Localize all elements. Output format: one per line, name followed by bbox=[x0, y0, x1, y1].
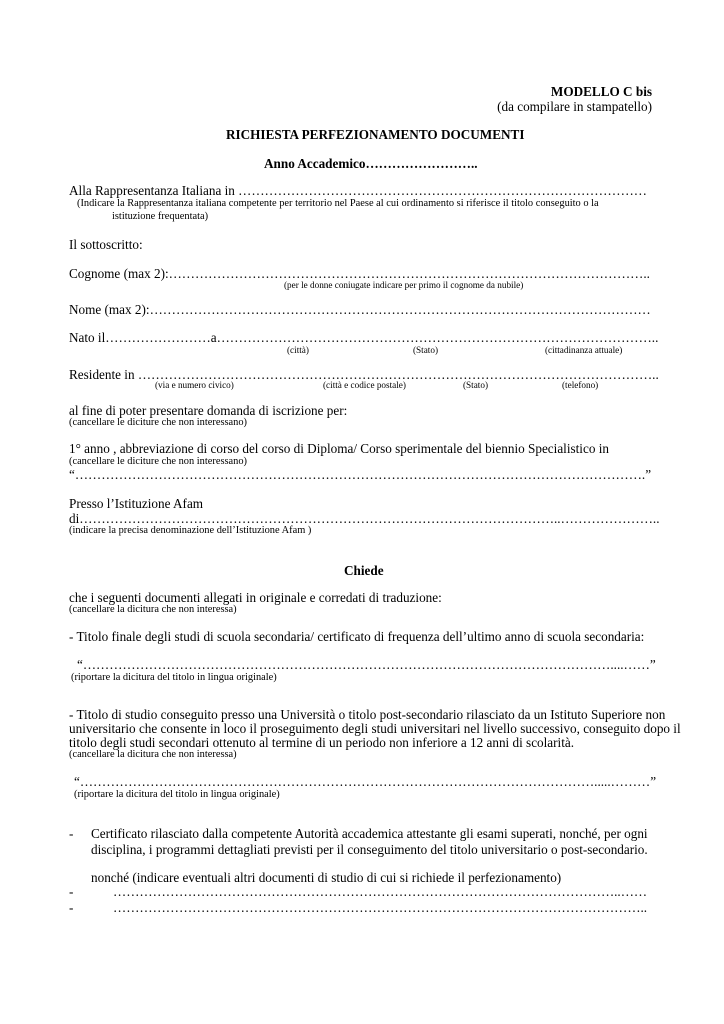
altri-field-1[interactable]: ……………………………………………………………………………………………………..…… bbox=[113, 884, 648, 899]
titolo-studio-field[interactable]: “……………………………………………………………………………………………………….....………” bbox=[74, 774, 657, 789]
titolo-finale-field[interactable]: “…………………………………………………………………………………………………………....……” bbox=[77, 657, 656, 672]
istituzione-label: Presso l’Istituzione Afam bbox=[69, 496, 204, 511]
altri-dash-2: - bbox=[69, 900, 74, 915]
nato-sub-stato: (Stato) bbox=[413, 345, 439, 355]
cognome-note: (per le donne coniugate indicare per primo il cognome da nubile) bbox=[284, 280, 524, 290]
corso-field[interactable]: “………………………………………………………………………………………………………………….” bbox=[69, 467, 652, 482]
nato-sub-citta: (città) bbox=[287, 345, 309, 355]
titolo-finale-text: - Titolo finale degli studi di scuola secondaria/ certificato di frequenza dell’ultimo anno di scuola secondaria: bbox=[69, 629, 645, 644]
academic-year-field[interactable]: Anno Accademico…………………….. bbox=[264, 156, 478, 171]
titolo-studio-line2: universitario che consente in loco il proseguimento degli studi universitari nel livello successivo, conseguito dopo il bbox=[69, 721, 681, 736]
certificato-line2: disciplina, i programmi dettagliati previsti per il conseguimento del titolo universitario o post-secondario. bbox=[91, 842, 648, 857]
titolo-studio-line3: titolo degli studi secondari ottenuto al termine di un periodo non inferiore a 12 anni di scolarità. bbox=[69, 735, 575, 750]
titolo-studio-line1: - Titolo di studio conseguito presso una Università o titolo post-secondario rilasciato da un Istituto Superiore non bbox=[69, 707, 666, 722]
certificato-line1: Certificato rilasciato dalla competente Autorità accademica attestante gli esami superati, nonché, per ogni bbox=[91, 826, 648, 841]
chiede-heading: Chiede bbox=[344, 563, 384, 578]
altri-field-2[interactable]: ………………………………………………………………………………………………………….. bbox=[113, 900, 648, 915]
model-code: MODELLO C bis bbox=[550, 84, 652, 99]
istituzione-field[interactable]: di………………………………………………………………………………………………..………………….. bbox=[69, 511, 660, 526]
nato-field[interactable]: Nato il……………………a……………………………………………………………………………………….. bbox=[69, 330, 659, 345]
rappresentanza-note-cont: istituzione frequentata) bbox=[112, 211, 209, 222]
nato-sub-cittadinanza: (cittadinanza attuale) bbox=[545, 345, 623, 355]
altri-documenti-text: nonché (indicare eventuali altri documenti di studio di cui si richiede il perfezionamento) bbox=[91, 870, 562, 885]
residente-sub-citta: (città e codice postale) bbox=[323, 380, 406, 390]
nome-field[interactable]: Nome (max 2):…………………………………………………………………………………………………… bbox=[69, 302, 651, 317]
altri-dash-1: - bbox=[69, 884, 74, 899]
fill-instruction: (da compilare in stampatello) bbox=[497, 99, 652, 114]
residente-sub-telefono: (telefono) bbox=[562, 380, 599, 390]
documenti-note: (cancellare la dicitura che non interessa) bbox=[69, 604, 237, 615]
istituzione-note: (indicare la precisa denominazione dell’Istituzione Afam ) bbox=[69, 525, 312, 536]
domanda-note: (cancellare le diciture che non interessano) bbox=[69, 417, 247, 428]
page-title: RICHIESTA PERFEZIONAMENTO DOCUMENTI bbox=[226, 127, 525, 142]
residente-sub-stato: (Stato) bbox=[463, 380, 489, 390]
certificato-dash: - bbox=[69, 826, 74, 841]
titolo-studio-note2: (riportare la dicitura del titolo in lingua originale) bbox=[74, 789, 280, 800]
residente-field[interactable]: Residente in ……………………………………………………………………………………………………….. bbox=[69, 367, 659, 382]
corso-note: (cancellare le diciture che non interessano) bbox=[69, 456, 247, 467]
cognome-field[interactable]: Cognome (max 2):……………………………………………………………………………………………….. bbox=[69, 266, 650, 281]
corso-text: 1° anno , abbreviazione di corso del corso di Diploma/ Corso sperimentale del biennio Specialistico in bbox=[69, 441, 609, 456]
titolo-finale-note: (riportare la dicitura del titolo in lingua originale) bbox=[71, 672, 277, 683]
rappresentanza-field[interactable]: Alla Rappresentanza Italiana in ………………………………………………………………………………… bbox=[69, 183, 647, 198]
rappresentanza-note: (Indicare la Rappresentanza italiana competente per territorio nel Paese al cui ordinamento si riferisce il titolo conseguito o la bbox=[77, 198, 599, 209]
residente-sub-via: (via e numero civico) bbox=[155, 380, 234, 390]
titolo-studio-note: (cancellare la dicitura che non interessa) bbox=[69, 749, 237, 760]
sottoscritto-label: Il sottoscritto: bbox=[69, 237, 143, 252]
domanda-text: al fine di poter presentare domanda di iscrizione per: bbox=[69, 403, 348, 418]
documenti-text: che i seguenti documenti allegati in originale e corredati di traduzione: bbox=[69, 590, 442, 605]
